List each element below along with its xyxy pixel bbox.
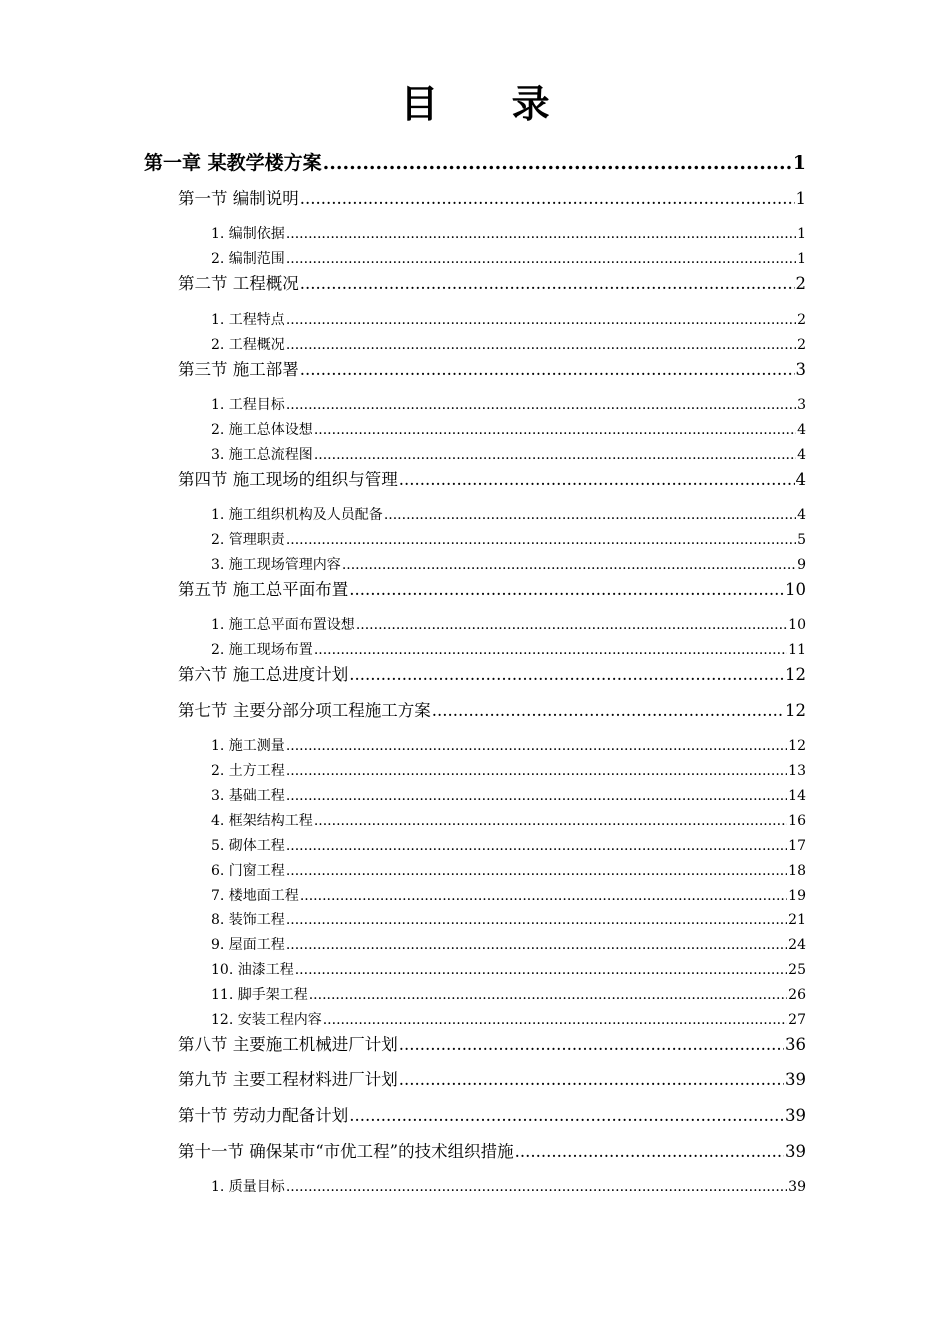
toc-dot-leader — [399, 1068, 784, 1092]
toc-entry-page-number: 11 — [788, 642, 806, 658]
toc-entry-subsection[interactable] — [211, 224, 806, 244]
toc-dot-leader — [323, 1010, 787, 1030]
toc-entry-page-number: 1 — [797, 226, 806, 242]
toc-dot-leader — [286, 1177, 787, 1197]
toc-entry-label: 第九节 主要工程材料进厂计划 — [178, 1070, 398, 1089]
toc-dot-leader — [384, 505, 796, 525]
toc-dot-leader — [314, 811, 787, 831]
toc-dot-leader — [314, 420, 796, 440]
toc-entry-subsection[interactable] — [211, 335, 806, 355]
toc-entry-label: 11. 脚手架工程 — [211, 987, 308, 1003]
toc-entry-label: 第四节 施工现场的组织与管理 — [178, 470, 398, 489]
toc-entry-page-number: 2 — [797, 337, 806, 353]
toc-entry-subsection[interactable] — [211, 761, 806, 781]
toc-entry-page-number: 5 — [797, 532, 806, 548]
toc-entry-subsection[interactable] — [211, 530, 806, 550]
toc-entry-subsection[interactable] — [211, 249, 806, 269]
toc-entry-section[interactable] — [178, 1104, 806, 1128]
toc-dot-leader — [300, 187, 795, 211]
toc-entry-page-number: 1 — [795, 189, 806, 208]
toc-entry-label: 3. 施工总流程图 — [211, 447, 313, 463]
toc-entry-label: 第七节 主要分部分项工程施工方案 — [178, 701, 431, 720]
toc-dot-leader — [300, 358, 795, 382]
toc-entry-section[interactable] — [178, 1140, 806, 1164]
toc-dot-leader — [286, 224, 796, 244]
toc-entry-section[interactable] — [178, 187, 806, 211]
toc-entry-section[interactable] — [178, 1033, 806, 1057]
toc-entry-label: 1. 质量目标 — [211, 1179, 285, 1195]
toc-entry-label: 第一节 编制说明 — [178, 189, 299, 208]
toc-dot-leader — [286, 395, 796, 415]
toc-entry-page-number: 4 — [797, 447, 806, 463]
toc-dot-leader — [515, 1140, 784, 1164]
toc-entry-label: 第六节 施工总进度计划 — [178, 665, 349, 684]
toc-title: 目 录 — [400, 82, 580, 126]
toc-entry-section[interactable] — [178, 272, 806, 296]
toc-entry-label: 2. 工程概况 — [211, 337, 285, 353]
toc-entry-section[interactable] — [178, 699, 806, 723]
toc-dot-leader — [286, 530, 796, 550]
toc-dot-leader — [349, 1104, 784, 1128]
toc-dot-leader — [286, 910, 787, 930]
toc-entry-label: 9. 屋面工程 — [211, 937, 285, 953]
toc-dot-leader — [399, 468, 795, 492]
toc-entry-subsection[interactable] — [211, 445, 806, 465]
toc-entry-label: 8. 装饰工程 — [211, 912, 285, 928]
toc-entry-page-number: 12 — [785, 665, 806, 684]
toc-dot-leader — [349, 578, 784, 602]
toc-entry-label: 第二节 工程概况 — [178, 274, 299, 293]
toc-dot-leader — [300, 886, 787, 906]
toc-entry-label: 1. 工程目标 — [211, 397, 285, 413]
toc-dot-leader — [286, 935, 787, 955]
toc-entry-subsection[interactable] — [211, 395, 806, 415]
toc-entry-chapter[interactable] — [144, 150, 806, 176]
toc-entry-label: 2. 管理职责 — [211, 532, 285, 548]
toc-entry-subsection[interactable] — [211, 811, 806, 831]
toc-entry-label: 第八节 主要施工机械进厂计划 — [178, 1035, 398, 1054]
toc-entry-page-number: 39 — [785, 1106, 806, 1125]
toc-dot-leader — [342, 555, 796, 575]
toc-entry-page-number: 12 — [788, 738, 806, 754]
toc-entry-page-number: 12 — [785, 701, 806, 720]
toc-entry-page-number: 10 — [788, 617, 806, 633]
toc-entry-page-number: 19 — [788, 888, 806, 904]
toc-dot-leader — [432, 699, 784, 723]
toc-dot-leader — [286, 861, 787, 881]
toc-entry-label: 3. 基础工程 — [211, 788, 285, 804]
toc-entry-subsection[interactable] — [211, 886, 806, 906]
toc-entry-label: 第十一节 确保某市“市优工程”的技术组织措施 — [178, 1142, 514, 1161]
toc-entry-label: 7. 楼地面工程 — [211, 888, 299, 904]
toc-entry-label: 第五节 施工总平面布置 — [178, 580, 349, 599]
toc-entry-section[interactable] — [178, 358, 806, 382]
toc-entry-label: 1. 施工总平面布置设想 — [211, 617, 355, 633]
toc-entry-label: 2. 编制范围 — [211, 251, 285, 267]
toc-dot-leader — [286, 761, 787, 781]
toc-entry-subsection[interactable] — [211, 615, 806, 635]
toc-entry-subsection[interactable] — [211, 1010, 806, 1030]
toc-entry-subsection[interactable] — [211, 960, 806, 980]
toc-entry-section[interactable] — [178, 1068, 806, 1092]
toc-entry-page-number: 2 — [795, 274, 806, 293]
toc-entry-page-number: 18 — [788, 863, 806, 879]
toc-entry-page-number: 3 — [797, 397, 806, 413]
toc-entry-subsection[interactable] — [211, 910, 806, 930]
toc-dot-leader — [323, 150, 792, 176]
toc-entry-page-number: 14 — [788, 788, 806, 804]
toc-entry-label: 第三节 施工部署 — [178, 360, 299, 379]
toc-entry-page-number: 16 — [788, 813, 806, 829]
toc-entry-page-number: 17 — [788, 838, 806, 854]
toc-entry-subsection[interactable] — [211, 786, 806, 806]
toc-dot-leader — [314, 445, 796, 465]
toc-entry-subsection[interactable] — [211, 861, 806, 881]
toc-entry-section[interactable] — [178, 468, 806, 492]
toc-entry-page-number: 4 — [797, 422, 806, 438]
toc-entry-label: 5. 砌体工程 — [211, 838, 285, 854]
toc-entry-label: 4. 框架结构工程 — [211, 813, 313, 829]
toc-entry-label: 2. 土方工程 — [211, 763, 285, 779]
toc-entry-page-number: 1 — [792, 152, 806, 174]
toc-entry-label: 3. 施工现场管理内容 — [211, 557, 341, 573]
toc-dot-leader — [286, 736, 787, 756]
toc-dot-leader — [300, 272, 795, 296]
toc-entry-page-number: 27 — [788, 1012, 806, 1028]
toc-entry-label: 2. 施工现场布置 — [211, 642, 313, 658]
toc-entry-page-number: 9 — [797, 557, 806, 573]
toc-dot-leader — [286, 310, 796, 330]
toc-dot-leader — [356, 615, 787, 635]
toc-entry-label: 6. 门窗工程 — [211, 863, 285, 879]
toc-entry-label: 2. 施工总体设想 — [211, 422, 313, 438]
toc-entry-page-number: 39 — [785, 1142, 806, 1161]
toc-entry-page-number: 25 — [788, 962, 806, 978]
toc-dot-leader — [349, 663, 784, 687]
toc-entry-subsection[interactable] — [211, 420, 806, 440]
toc-dot-leader — [286, 335, 796, 355]
toc-entry-page-number: 36 — [785, 1035, 806, 1054]
toc-dot-leader — [399, 1033, 784, 1057]
toc-entry-page-number: 2 — [797, 312, 806, 328]
toc-entry-subsection[interactable] — [211, 935, 806, 955]
toc-dot-leader — [309, 985, 787, 1005]
toc-entry-subsection[interactable] — [211, 505, 806, 525]
toc-entry-page-number: 39 — [785, 1070, 806, 1089]
toc-entry-subsection[interactable] — [211, 310, 806, 330]
toc-entry-page-number: 24 — [788, 937, 806, 953]
toc-entry-page-number: 13 — [788, 763, 806, 779]
toc-entry-page-number: 4 — [795, 470, 806, 489]
toc-dot-leader — [314, 640, 787, 660]
toc-entry-label: 10. 油漆工程 — [211, 962, 294, 978]
toc-entry-label: 1. 施工测量 — [211, 738, 285, 754]
toc-entry-subsection[interactable] — [211, 836, 806, 856]
toc-entry-section[interactable] — [178, 578, 806, 602]
toc-dot-leader — [286, 836, 787, 856]
toc-dot-leader — [286, 249, 796, 269]
toc-entry-page-number: 39 — [788, 1179, 806, 1195]
toc-entry-page-number: 21 — [788, 912, 806, 928]
toc-entry-label: 第一章 某教学楼方案 — [144, 152, 322, 174]
toc-entry-section[interactable] — [178, 663, 806, 687]
toc-entry-page-number: 3 — [795, 360, 806, 379]
toc-entry-subsection[interactable] — [211, 736, 806, 756]
toc-entry-label: 第十节 劳动力配备计划 — [178, 1106, 349, 1125]
toc-entry-subsection[interactable] — [211, 985, 806, 1005]
toc-entry-label: 1. 工程特点 — [211, 312, 285, 328]
toc-entry-page-number: 10 — [785, 580, 806, 599]
toc-entry-page-number: 4 — [797, 507, 806, 523]
toc-dot-leader — [295, 960, 787, 980]
toc-entry-page-number: 26 — [788, 987, 806, 1003]
toc-entry-label: 12. 安装工程内容 — [211, 1012, 322, 1028]
toc-entry-page-number: 1 — [797, 251, 806, 267]
toc-entry-label: 1. 施工组织机构及人员配备 — [211, 507, 383, 523]
toc-entry-subsection[interactable] — [211, 1177, 806, 1197]
toc-entry-label: 1. 编制依据 — [211, 226, 285, 242]
toc-entry-subsection[interactable] — [211, 555, 806, 575]
toc-entry-subsection[interactable] — [211, 640, 806, 660]
toc-dot-leader — [286, 786, 787, 806]
